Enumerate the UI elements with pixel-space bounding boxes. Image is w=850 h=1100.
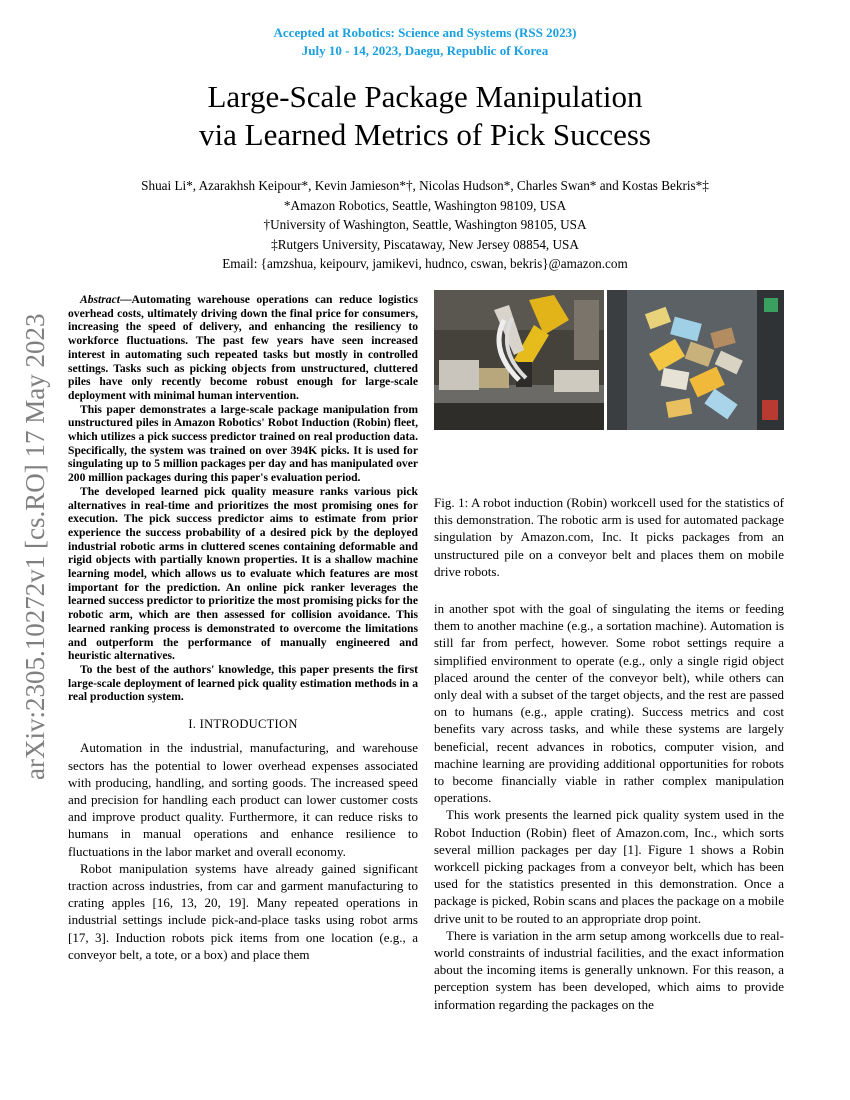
abstract-paragraph-2: This paper demonstrates a large-scale package manipulation from unstructured piles in Amazon Robotics' Robot Induction (Robin) fleet, which utilizes a pick success predictor trained on real production data. Specifically, the system was trained on over 394K picks. It is used for singulating up to 5 million packages per day and has manipulated over 200 million packages during this paper's evaluation period. [68,402,418,485]
right-paragraph-1: in another spot with the goal of singulating the items or feeding them to another machine (e.g., a sortation machine). Automation is still far from perfect, however. Some robot settings require a simplified environment to operate (e.g., only a single rigid object placed around the center of the conveyor belt), while others can only deal with a subset of the target objects, and the rest are passed on to humans (e.g., apple crating). Success metrics and cost benefits vary across tasks, and while these systems are largely beneficial, recent advances in robotics, computer vision, and machine learning are providing additional opportunities for robots to become financially viable in rather complex manipulation operations. [434,601,784,806]
venue-name[interactable]: Robotics: Science and Systems (RSS 2023) [342,25,577,40]
venue-header [0,24,850,60]
robot-arm-illustration [434,290,604,430]
author-email: Email: {amzshua, keipourv, jamikevi, hudnco, cswan, bekris}@amazon.com [222,256,628,271]
affiliation-amazon: *Amazon Robotics, Seattle, Washington 98109, USA [283,197,567,213]
package-pile-photo [607,290,784,430]
figure-1-caption: Fig. 1: A robot induction (Robin) workcell used for the statistics of this demonstration. The robotic arm is used for automated package singulation by Amazon.com, Inc. It picks packages from an unstructured pile on a conveyor belt and places them on mobile drive robots. [434,495,784,579]
abstract-text-1: —Automating warehouse operations can reduce logistics overhead costs, ultimately driving down the final price for consumers, increasing the speed of delivery, and enhancing the resiliency to workforce fluctuations. The past few years have seen increased interest in automating such repeated tasks but mostly in controlled settings. Tasks such as picking objects from unstructured, cluttered piles have only recently become robust enough for large-scale deployment with minimal human intervention. [68,293,418,402]
right-column-body [434,600,784,1013]
paper-title [0,78,850,154]
venue-prefix: Accepted at [273,25,343,40]
venue-dates: July 10 - 14, 2023, Daegu, Republic of Korea [301,43,549,58]
title-line-2: via Learned Metrics of Pick Success [199,117,651,152]
abstract-label: Abstract [80,293,120,306]
package-pile-illustration [607,290,784,430]
abstract-paragraph-1 [68,293,418,403]
author-block [0,176,850,274]
intro-paragraph-2: Robot manipulation systems have already gained significant traction across industries, from car and garment manufacturing to crating apples [16, 13, 20, 19]. Many repeated operations in industrial settings include pick-and-place tasks using robot arms [17, 3]. Induction robots pick items from one location (e.g., a conveyor belt, a tote, or a box) and place them [68,860,418,962]
right-column [434,290,784,1013]
robot-arm-photo [434,290,604,430]
intro-paragraph-1: Automation in the industrial, manufacturing, and warehouse sectors has the potential to lower overhead expenses associated with producing, handling, and sorting goods. The increased speed and precision for handling each product can lower customer costs and improve product quality. Furthermore, it can reduce risks to humans in manual operations and enhance resilience to fluctuations in the labor market and overall economy. [68,740,418,859]
introduction-body [68,739,418,963]
abstract-paragraph-4: To the best of the authors' knowledge, this paper presents the first large-scale deployment of learned pick quality estimation methods in a real production system. [68,662,418,704]
right-paragraph-2: This work presents the learned pick quality system used in the Robot Induction (Robin) fleet of Amazon.com, Inc., which sorts several million packages per day [1]. Figure 1 shows a Robin workcell picking packages from a conveyor belt, which has been used for the statistics presented in this demonstration. Once a package is picked, Robin scans and places the package on a mobile drive unit to be routed to an appropriate drop point. [434,807,784,926]
figure-1 [434,290,784,430]
arxiv-identifier: arXiv:2305.10272v1 [cs.RO] 17 May 2023 [20,313,50,780]
left-column [68,293,418,963]
affiliation-uw: †University of Washington, Seattle, Washington 98105, USA [263,217,587,232]
author-names: Shuai Li*, Azarakhsh Keipour*, Kevin Jamieson*†, Nicolas Hudson*, Charles Swan* and Kostas Bekris*‡ [141,178,709,193]
right-paragraph-3: There is variation in the arm setup among workcells due to real-world constraints of industrial facilities, and the exact information about the incoming items is generally unknown. For this reason, a perception system has been developed, which aims to provide information regarding the packages on the [434,927,784,1012]
abstract [68,293,418,704]
abstract-paragraph-3: The developed learned pick quality measure ranks various pick alternatives in real-time and prioritizes the most promising ones for execution. The pick success predictor aims to estimate from prior experience the success probability of a desired pick by the deployed industrial robotic arms in cluttered scenes containing deformable and rigid objects with partially known properties. It is a shallow machine learning model, which allows us to evaluate which features are most important for the prediction. An online pick ranker leverages the learned success predictor to prioritize the most promising picks for the robotic arm, which are then assessed for collision avoidance. This learned ranking process is demonstrated to overcome the limitations and outperform the performance of manually engineered and heuristic alternatives. [68,484,418,663]
affiliation-rutgers: ‡Rutgers University, Piscataway, New Jersey 08854, USA [271,236,579,252]
title-line-1: Large-Scale Package Manipulation [207,79,643,114]
section-heading-introduction: I. INTRODUCTION [188,717,298,732]
